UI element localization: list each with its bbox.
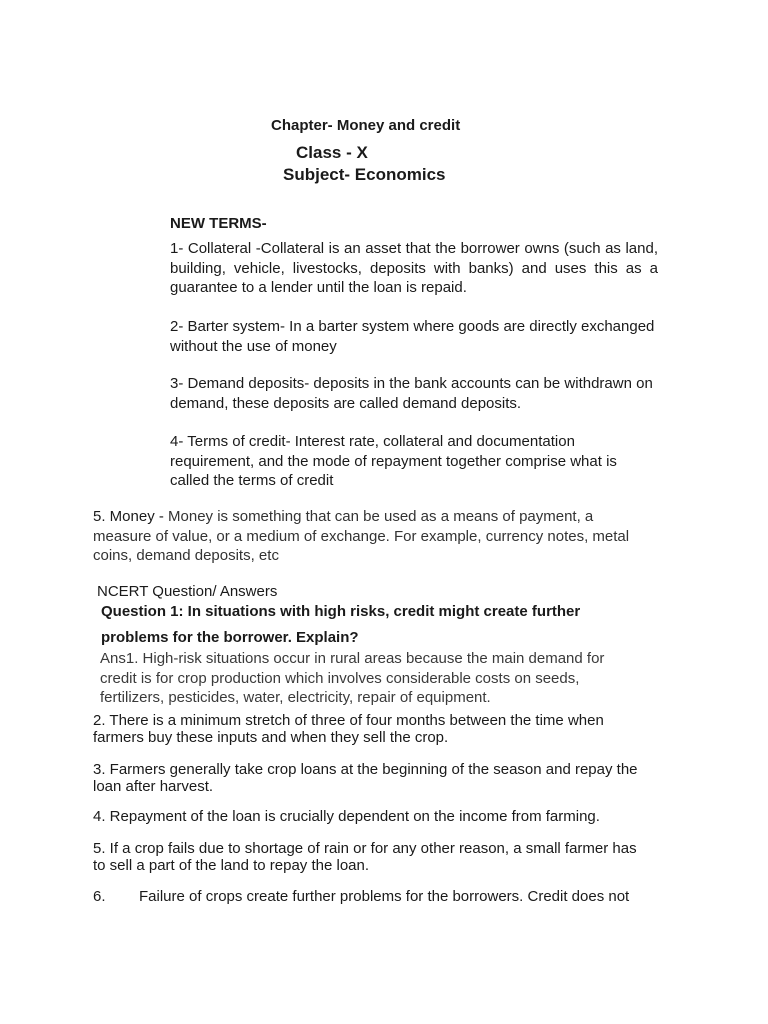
question-1-line2: problems for the borrower. Explain? <box>101 629 359 646</box>
chapter-title: Chapter- Money and credit <box>271 117 461 134</box>
answer-point-2: 2. There is a minimum stretch of three of four months between the time when farmers buy these inputs and when they sell the crop. <box>93 712 604 746</box>
new-terms-heading: NEW TERMS- <box>170 215 267 232</box>
answer-point-3: 3. Farmers generally take crop loans at the beginning of the season and repay the loan after harvest. <box>93 761 638 795</box>
term-money-text: Money is something that can be used as a means of payment, a measure of value, or a medium of exchange. For example, currency notes, metal coins, demand deposits, etc <box>93 508 630 564</box>
answer-point-5: 5. If a crop fails due to shortage of rain or for any other reason, a small farmer has to sell a part of the land to repay the loan. <box>93 840 637 874</box>
term-terms-of-credit: 4- Terms of credit- Interest rate, collateral and documentation requirement, and the mode of repayment together comprise what is called the terms of credit <box>170 433 617 489</box>
answer-point-4: 4. Repayment of the loan is crucially dependent on the income from farming. <box>93 808 600 825</box>
term-money-label: 5. Money - <box>93 508 169 525</box>
class-label: Class - X <box>296 143 368 162</box>
answer-point-6-number: 6. <box>93 888 106 905</box>
term-money <box>93 507 653 566</box>
answer-1: Ans1. High-risk situations occur in rural areas because the main demand for credit is for crop production which involves considerable costs on seeds, fertilizers, pesticides, water, electricity, repair of equipment. <box>100 650 605 706</box>
term-barter-system: 2- Barter system- In a barter system where goods are directly exchanged without the use of money <box>170 318 655 355</box>
answer-point-6-text: Failure of crops create further problems for the borrowers. Credit does not <box>139 888 630 905</box>
ncert-heading: NCERT Question/ Answers <box>97 583 278 600</box>
term-collateral: 1- Collateral -Collateral is an asset that the borrower owns (such as land, building, vehicle, livestocks, deposits with banks) and uses this as a guarantee to a lender until the loan is repaid. <box>170 240 658 296</box>
term-demand-deposits: 3- Demand deposits- deposits in the bank accounts can be withdrawn on demand, these deposits are called demand deposits. <box>170 375 653 412</box>
question-1-line1: Question 1: In situations with high risks, credit might create further <box>101 603 581 620</box>
subject-label: Subject- Economics <box>283 165 446 184</box>
